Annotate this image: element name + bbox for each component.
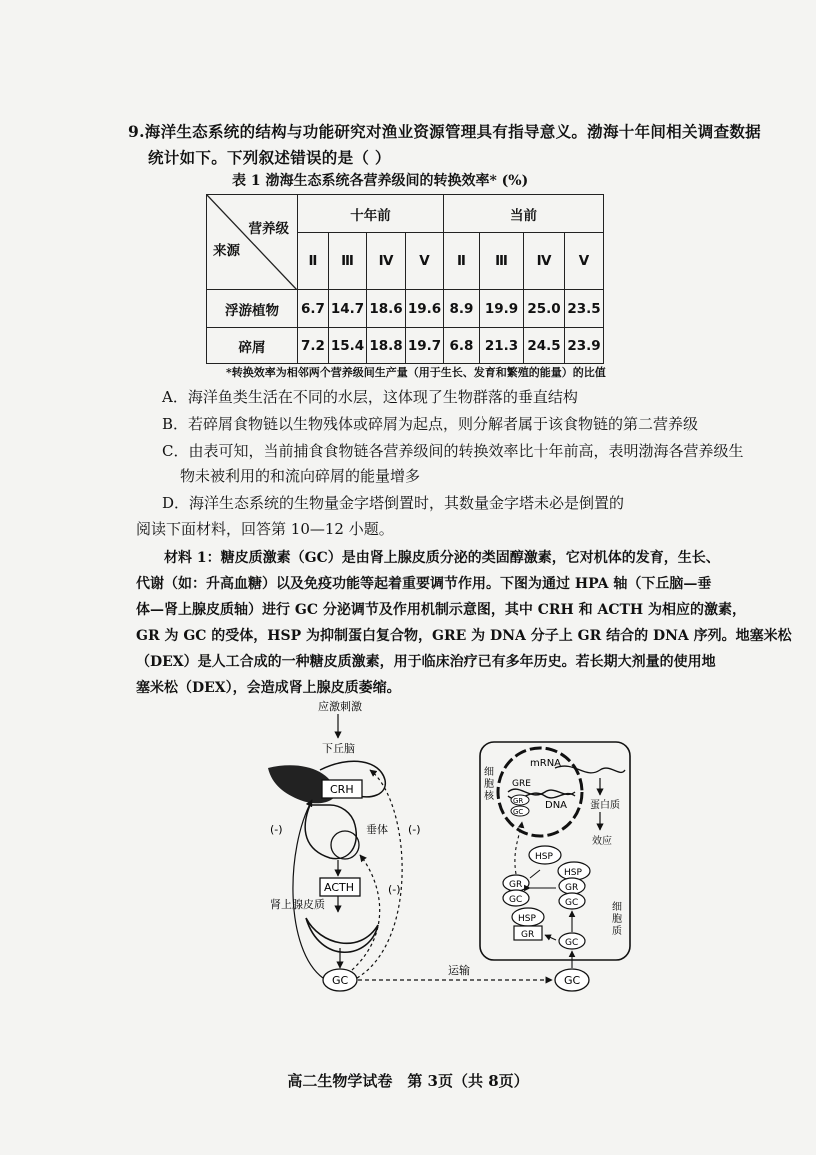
gr-nucleus-label: GR (513, 797, 524, 805)
table-cell: 14.7 (329, 290, 367, 328)
header-source: 来源 (213, 243, 240, 259)
level-cell: Ⅴ (565, 233, 604, 290)
nucleus-char: 胞 (484, 779, 494, 790)
table-cell: 24.5 (524, 328, 565, 364)
material-line: 材料 1：糖皮质激素（GC）是由肾上腺皮质分泌的类固醇激素，它对机体的发育，生长、 (164, 550, 720, 566)
table-cell: 15.4 (329, 328, 367, 364)
nucleus-char: 细 (484, 767, 494, 778)
hsp-complex-label: HSP (564, 868, 582, 878)
nucleus-char: 核 (484, 791, 494, 802)
gr-bound-label: GR (521, 930, 535, 940)
level-cell: Ⅳ (524, 233, 565, 290)
option-d: D．海洋生态系统的生物量金字塔倒置时，其数量金字塔未必是倒置的 (162, 494, 625, 512)
level-cell: Ⅱ (298, 233, 329, 290)
level-cell: Ⅴ (406, 233, 444, 290)
cytoplasm-char: 细 (612, 902, 622, 913)
header-trophic: 营养级 (248, 221, 289, 237)
gc-right-label: GC (564, 974, 581, 987)
level-cell: Ⅱ (444, 233, 480, 290)
table-cell: 6.7 (298, 290, 329, 328)
row-label: 浮游植物 (207, 290, 298, 328)
material-line: （DEX）是人工合成的一种糖皮质激素，用于临床治疗已有多年历史。若长期大剂量的使用地 (136, 654, 716, 670)
acth-label: ACTH (324, 881, 355, 894)
stimulus-label: 应激刺激 (318, 700, 362, 713)
material-line: 体—肾上腺皮质轴）进行 GC 分泌调节及作用机制示意图，其中 CRH 和 ACTH 为相应的激素， (136, 602, 746, 618)
reading-instruction: 阅读下面材料，回答第 10—12 小题。 (136, 520, 394, 538)
gc-cytoplasm-label: GC (565, 938, 579, 948)
period-before: 十年前 (298, 195, 444, 233)
table-cell: 6.8 (444, 328, 480, 364)
table-cell: 23.9 (565, 328, 604, 364)
gc-active-label: GC (509, 895, 523, 905)
gc-nucleus-label: GC (513, 808, 524, 816)
protein-label: 蛋白质 (590, 800, 620, 811)
question-stem-2: 统计如下。下列叙述错误的是（ ） (148, 148, 391, 167)
level-cell: Ⅳ (367, 233, 406, 290)
crh-label: CRH (330, 783, 354, 796)
feedback-left (293, 800, 323, 978)
material-line: 代谢（如：升高血糖）以及免疫功能等起着重要调节作用。下图为通过 HPA 轴（下丘脑—垂 (136, 576, 712, 592)
neg-right: (-) (408, 823, 421, 836)
table-cell: 23.5 (565, 290, 604, 328)
gre-label: GRE (512, 779, 531, 789)
table-cell: 7.2 (298, 328, 329, 364)
effect-label: 效应 (592, 836, 612, 847)
option-c-line2: 物未被利用的和流向碎屑的能量增多 (180, 467, 421, 485)
gr-active-label: GR (509, 880, 523, 890)
level-cell: Ⅲ (329, 233, 367, 290)
material-line: 塞米松（DEX），会造成肾上腺皮质萎缩。 (136, 680, 401, 696)
hypothalamus-label: 下丘脑 (322, 742, 355, 755)
option-b: B．若碎屑食物链以生物残体或碎屑为起点，则分解者属于该食物链的第二营养级 (162, 415, 699, 433)
mrna-strand (555, 766, 625, 773)
arrow-gc-to-gr (545, 935, 556, 940)
table-cell: 21.3 (480, 328, 524, 364)
level-cell: Ⅲ (480, 233, 524, 290)
table-footnote: *转换效率为相邻两个营养级间生产量（用于生长、发育和繁殖的能量）的比值 (226, 366, 606, 379)
mrna-label: mRNA (530, 758, 562, 769)
neg-left: (-) (270, 823, 283, 836)
table-cell: 19.9 (480, 290, 524, 328)
table-cell: 18.8 (367, 328, 406, 364)
table-cell: 19.7 (406, 328, 444, 364)
option-a: A．海洋鱼类生活在不同的水层，这体现了生物群落的垂直结构 (162, 388, 578, 406)
adrenal-shape (306, 918, 378, 952)
cytoplasm-char: 胞 (612, 914, 622, 925)
hsp-link (530, 870, 540, 878)
question-stem-1: 海洋生态系统的结构与功能研究对渔业资源管理具有指导意义。渤海十年间相关调查数据 (144, 122, 761, 141)
pituitary-label: 垂体 (366, 823, 388, 836)
table-caption: 表 1 渤海生态系统各营养级间的转换效率* (%) (232, 173, 529, 189)
table-cell: 25.0 (524, 290, 565, 328)
feedback-mid (352, 855, 380, 970)
option-c-line1: C．由表可知，当前捕食食物链各营养级间的转换效率比十年前高，表明渤海各营养级生 (162, 442, 744, 460)
hsp-bound-label: HSP (518, 914, 536, 924)
dna-label: DNA (545, 800, 568, 811)
adrenal-label: 肾上腺皮质 (270, 898, 325, 911)
page-footer: 高二生物学试卷 第 3页（共 8页） (287, 1072, 529, 1090)
row-label: 碎屑 (207, 328, 298, 364)
hsp-free-label: HSP (535, 852, 553, 862)
table-cell: 8.9 (444, 290, 480, 328)
transport-label: 运输 (448, 964, 470, 977)
period-now: 当前 (444, 195, 604, 233)
material-line: GR 为 GC 的受体，HSP 为抑制蛋白复合物，GRE 为 DNA 分子上 GR 结合的 DNA 序列。地塞米松 (136, 628, 792, 644)
gc-complex-label: GC (565, 898, 579, 908)
gc-left-label: GC (332, 974, 349, 987)
cytoplasm-char: 质 (612, 926, 622, 937)
question-number: 9. (128, 122, 145, 141)
table-cell: 18.6 (367, 290, 406, 328)
neg-mid: (-) (388, 883, 401, 896)
table-cell: 19.6 (406, 290, 444, 328)
gr-complex-label: GR (565, 883, 579, 893)
